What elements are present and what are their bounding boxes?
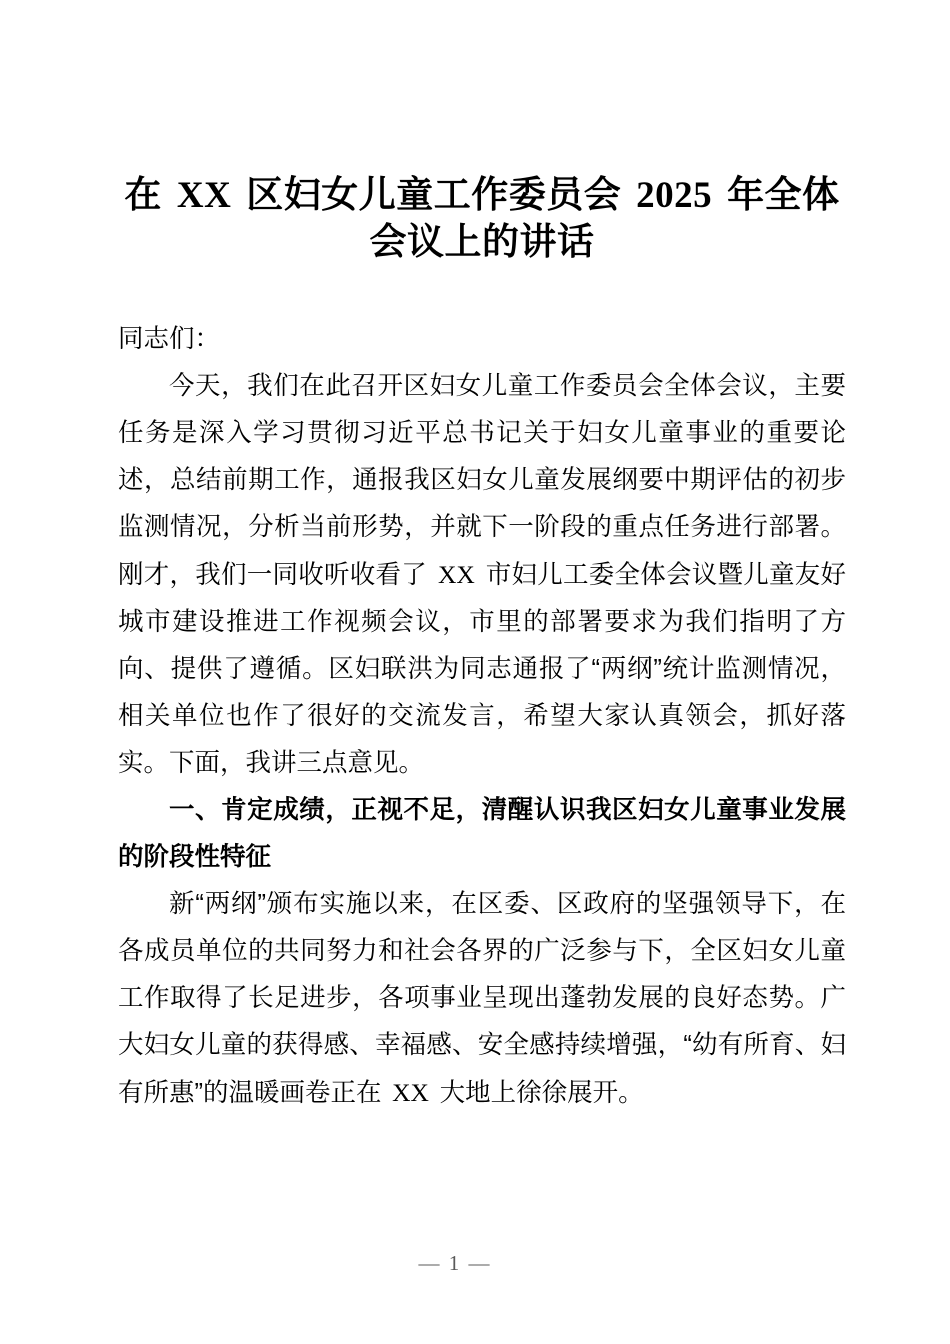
paragraph-intro: 今天，我们在此召开区妇女儿童工作委员会全体会议，主要任务是深入学习贯彻习近平总书记关于妇女儿童事业的重要论述，总结前期工作，通报我区妇女儿童发展纲要中期评估的初步监测情况，分析当前形势，并就下一阶段的重点任务进行部署。刚才，我们一同收听收看了 XX 市妇儿工委全体会议暨儿童友好城市建设推进工作视频会议，市里的部署要求为我们指明了方向、提供了遵循。区妇联洪为同志通报了“两纲”统计监测情况，相关单位也作了很好的交流发言，希望大家认真领会，抓好落实。下面，我讲三点意见。 — [118, 372, 846, 777]
page-number: — 1 — — [418, 1251, 492, 1275]
latin-run: XX — [176, 175, 232, 216]
latin-run: XX — [437, 560, 475, 589]
document-content — [118, 0, 846, 1117]
latin-run: XX — [392, 1078, 429, 1107]
section-heading-one: 一、肯定成绩，正视不足，清醒认识我区妇女儿童事业发展的阶段性特征 — [118, 796, 846, 871]
latin-run: 2025 — [636, 175, 713, 216]
salutation: 同志们： — [118, 325, 221, 353]
paragraph-achievements: 新“两纲”颁布实施以来，在区委、区政府的坚强领导下，在各成员单位的共同努力和社会各界的广泛参与下，全区妇女儿童工作取得了长足进步，各项事业呈现出蓬勃发展的良好态势。广大妇女儿童的获得感、幸福感、安全感持续增强，“幼有所育、妇有所惠”的温暖画卷正在 XX 大地上徐徐展开。 — [118, 890, 846, 1107]
page-footer — [0, 1251, 950, 1276]
page-title: 在 XX 区妇女儿童工作委员会 2025 年全体会议上的讲话 — [124, 175, 840, 263]
